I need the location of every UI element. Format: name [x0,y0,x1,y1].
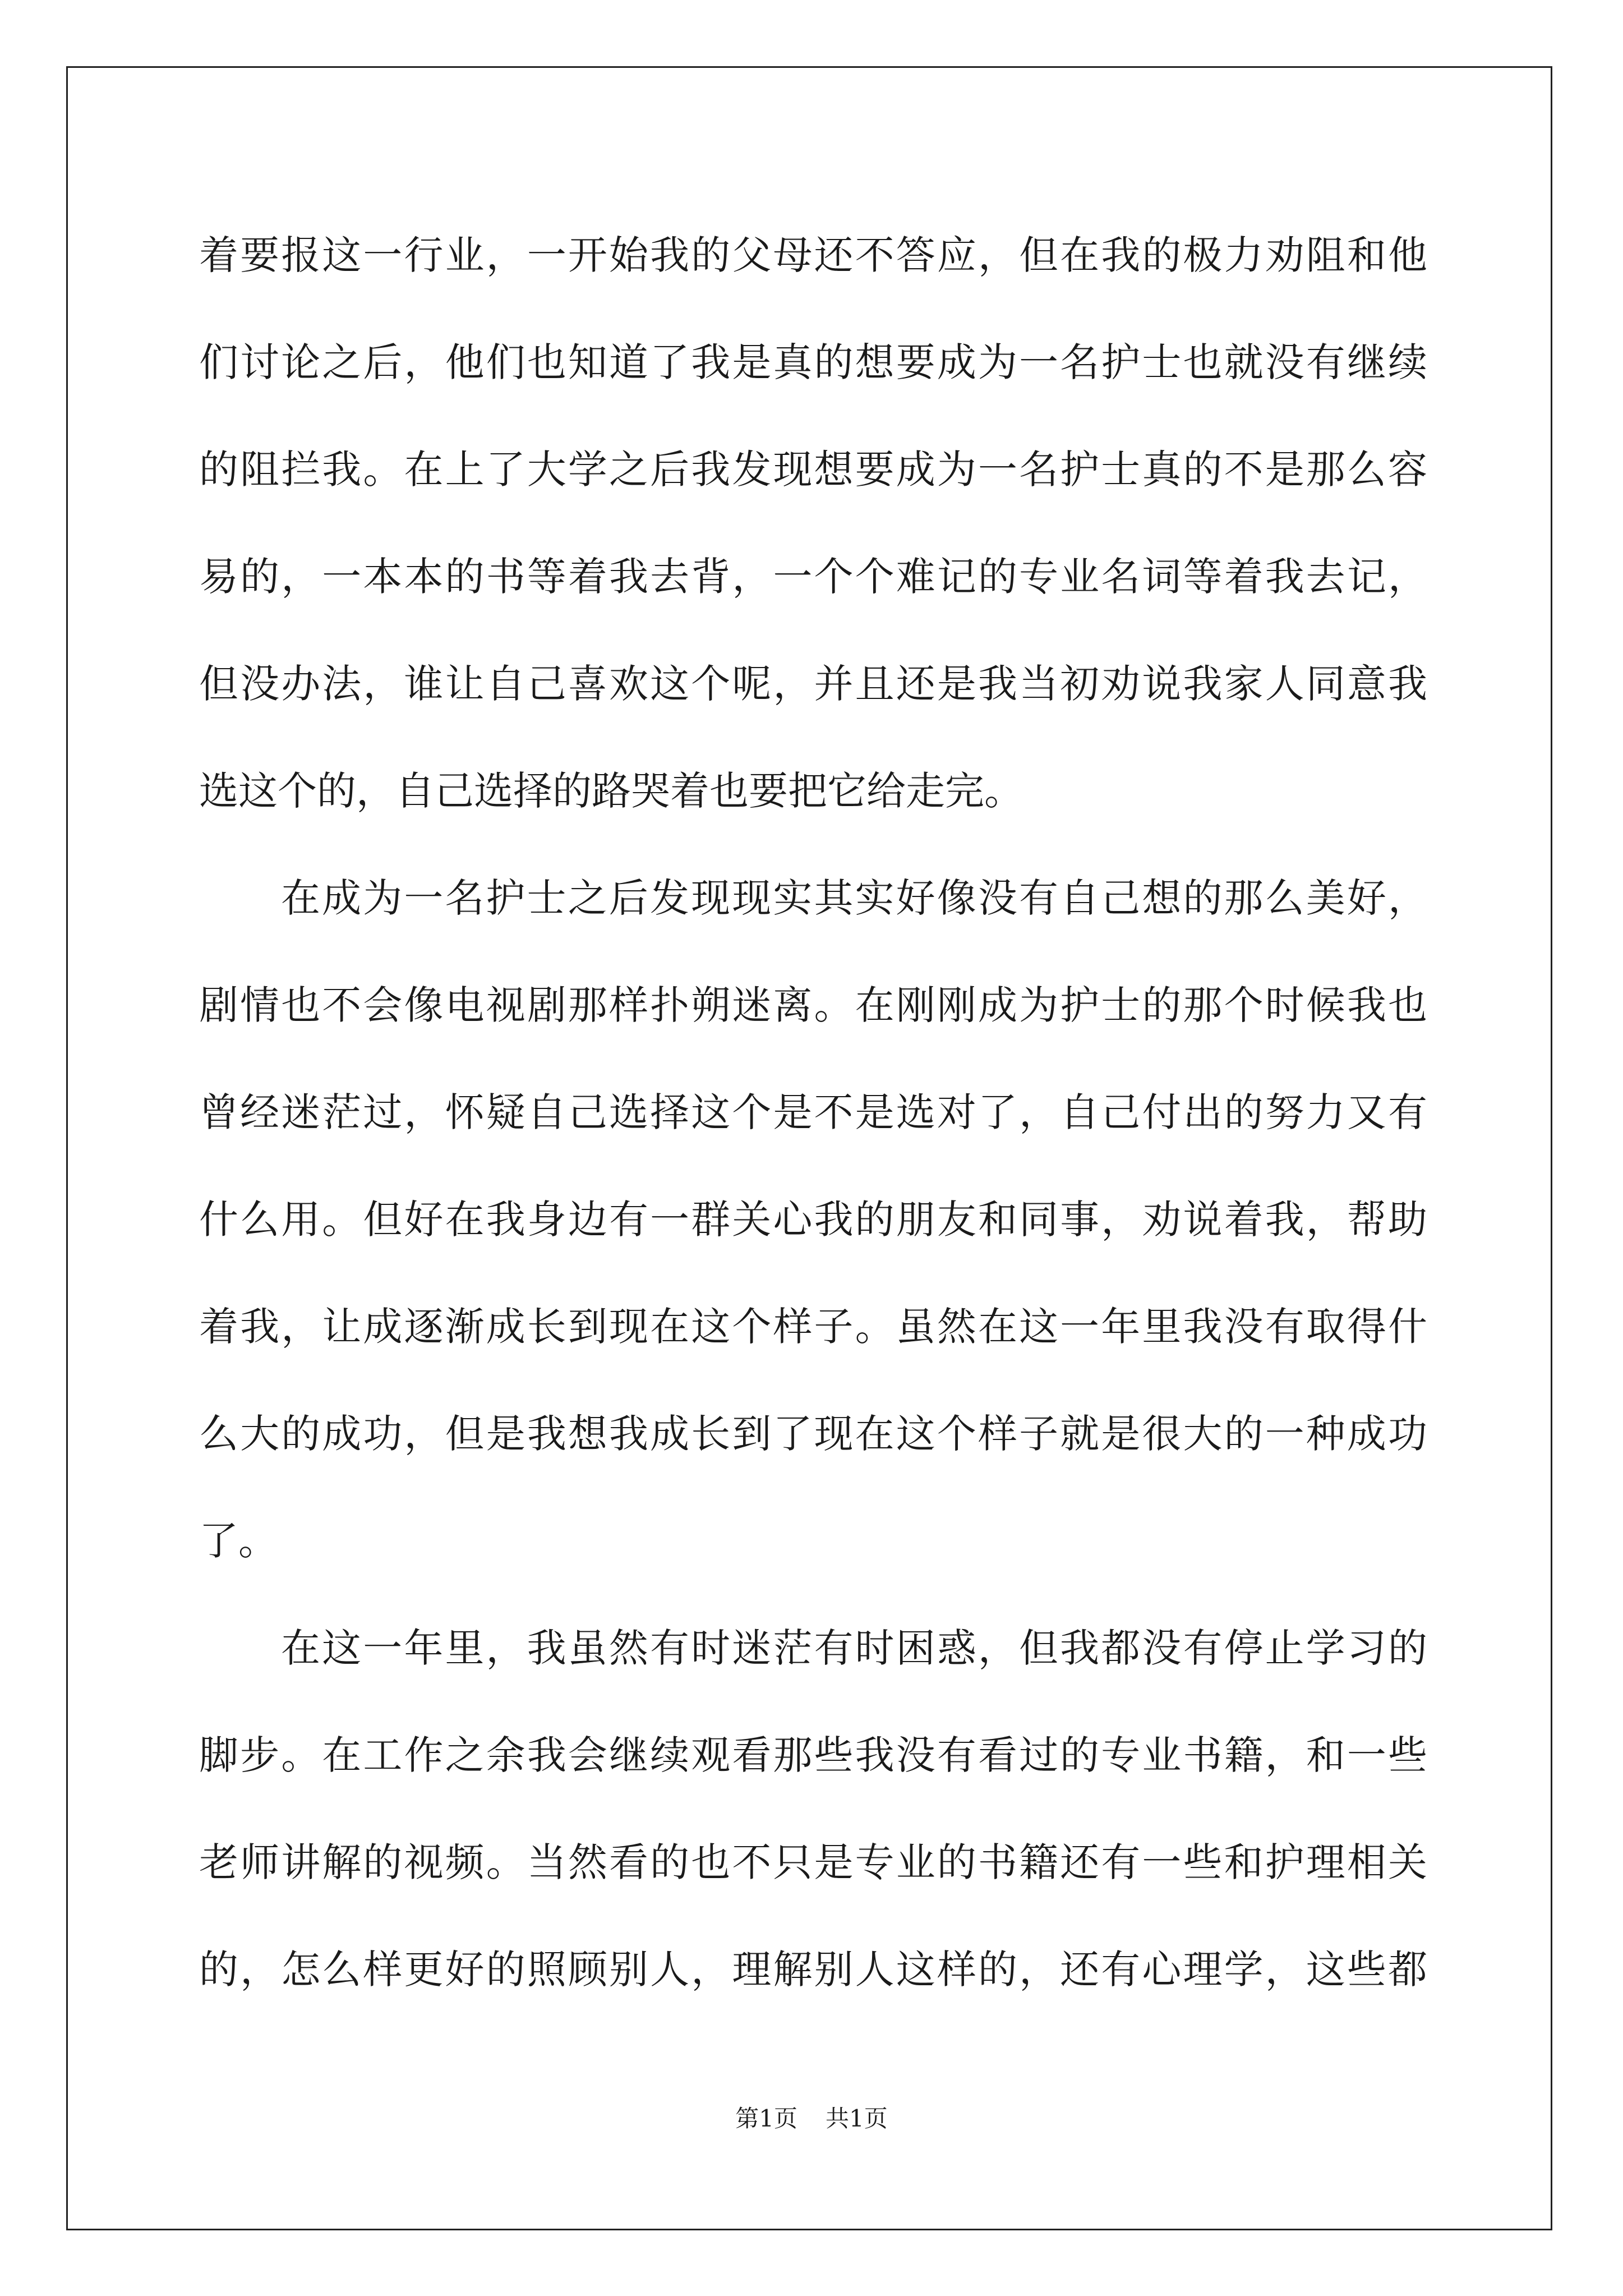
page-total: 共1页 [826,2105,888,2132]
text-line: 老师讲解的视频。当然看的也不只是专业的书籍还有一些和护理相关 [199,1839,1427,1885]
text-line: 什么用。但好在我身边有一群关心我的朋友和同事，劝说着我，帮助 [199,1197,1427,1243]
text-line: 了。 [199,1518,278,1564]
text-line: 曾经迷茫过，怀疑自己选择这个是不是选对了，自己付出的努力又有 [199,1089,1427,1135]
text-line: 但没办法，谁让自己喜欢这个呢，并且还是我当初劝说我家人同意我 [199,661,1427,707]
text-line: 么大的成功，但是我想我成长到了现在这个样子就是很大的一种成功 [199,1411,1427,1457]
text-line: 在这一年里，我虽然有时迷茫有时困惑，但我都没有停止学习的 [281,1625,1427,1671]
document-body [199,202,1427,2023]
text-line: 在成为一名护士之后发现现实其实好像没有自己想的那么美好， [281,875,1427,921]
text-line: 易的，一本本的书等着我去背，一个个难记的专业名词等着我去记， [199,554,1427,600]
text-line: 剧情也不会像电视剧那样扑朔迷离。在刚刚成为护士的那个时候我也 [199,982,1427,1028]
text-line: 的，怎么样更好的照顾别人，理解别人这样的，还有心理学，这些都 [199,1947,1427,1993]
text-line: 脚步。在工作之余我会继续观看那些我没有看过的专业书籍，和一些 [199,1732,1427,1778]
page-number: 第1页 [735,2105,797,2132]
text-line: 选这个的，自己选择的路哭着也要把它给走完。 [199,768,1023,814]
text-line: 的阻拦我。在上了大学之后我发现想要成为一名护士真的不是那么容 [199,447,1427,493]
text-line: 着我，让成逐渐成长到现在这个样子。虽然在这一年里我没有取得什 [199,1304,1427,1350]
text-line: 们讨论之后，他们也知道了我是真的想要成为一名护士也就没有继续 [199,339,1427,385]
text-line: 着要报这一行业，一开始我的父母还不答应，但在我的极力劝阻和他 [199,232,1427,278]
page-footer [0,2102,1623,2136]
